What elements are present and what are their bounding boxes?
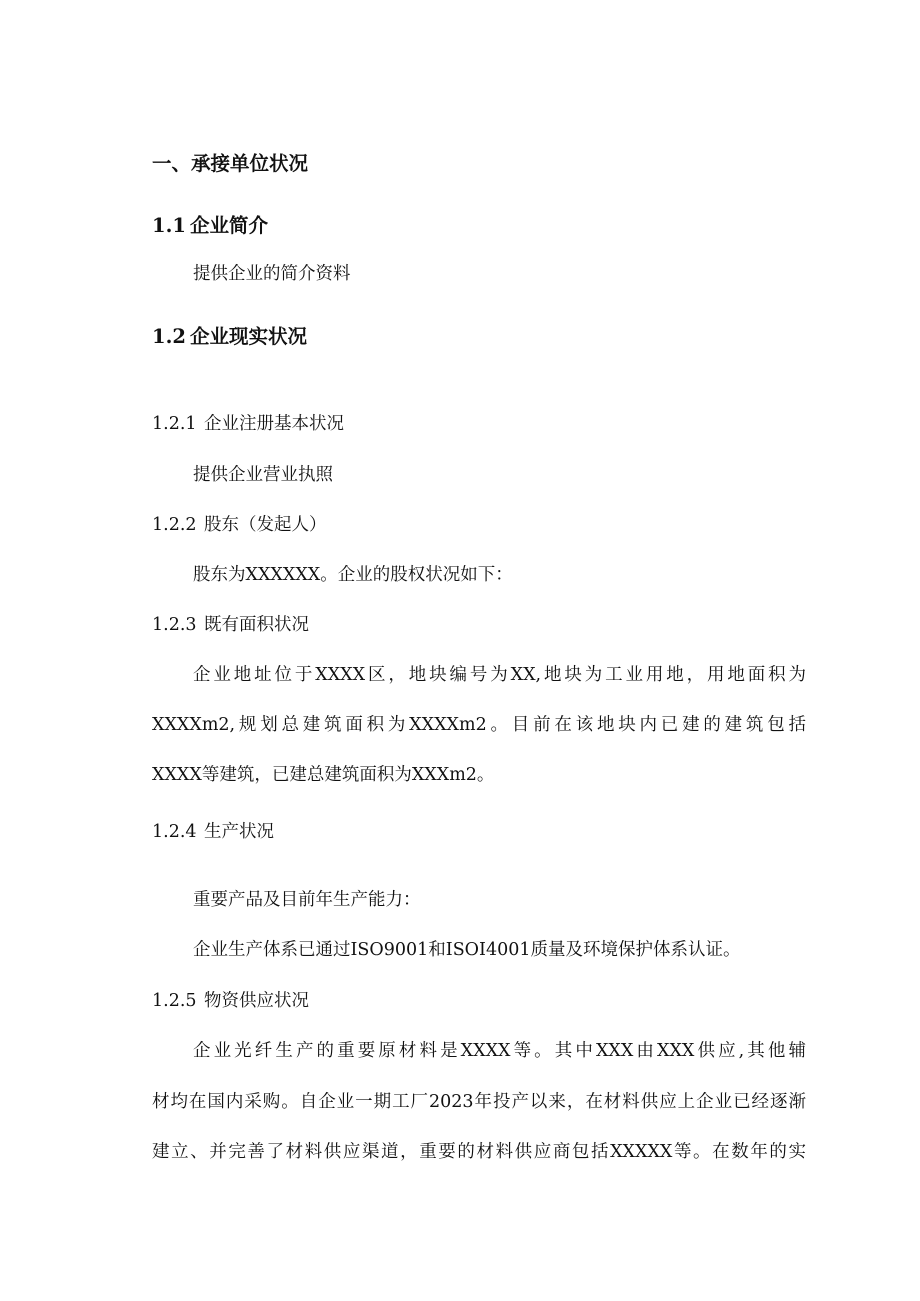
heading-text: 股东（发起人） [204,515,327,535]
paragraph-supply-line-2: 材均在国内采购。自企业一期工厂2023年投产以来，在材料供应上企业已经逐渐 [152,1092,806,1112]
paragraph-shareholders: 股东为XXXXXX。企业的股权状况如下： [193,565,513,585]
heading-text: 生产状况 [204,822,274,842]
heading-1-2-3 [152,611,309,636]
paragraph-certification: 企业生产体系已通过ISO9001和ISOI4001质量及环境保护体系认证。 [193,940,741,960]
heading-1-1 [152,210,268,238]
heading-text: 物资供应状况 [204,991,309,1011]
paragraph-area-line-1: 企业地址位于XXXX区，地块编号为XX,地块为工业用地，用地面积为 [193,665,806,685]
heading-number: 1.2.4 [152,822,197,842]
heading-number: 1.2.3 [152,615,197,635]
heading-1-2-2 [152,511,327,536]
heading-1-2 [152,321,307,349]
heading-1-2-4 [152,818,274,843]
heading-number: 1.1 [152,214,186,237]
heading-number: 1.2.5 [152,991,197,1011]
heading-text: 企业现实状况 [190,325,308,348]
heading-text: 企业简介 [190,214,269,237]
heading-1-2-5 [152,987,309,1012]
paragraph-supply-line-1: 企业光纤生产的重要原材料是XXXX等。其中XXX由XXX供应,其他辅 [193,1041,806,1061]
heading-number: 1.2 [152,325,186,348]
paragraph-supply-line-3: 建立、并完善了材料供应渠道，重要的材料供应商包括XXXXX等。在数年的实 [152,1142,806,1162]
section-title: 一、承接单位状况 [152,152,309,175]
heading-1-2-1 [152,410,344,435]
paragraph-area-line-2: XXXXm2,规划总建筑面积为XXXXm2。目前在该地块内已建的建筑包括 [152,715,806,735]
paragraph-business-license: 提供企业营业执照 [193,465,333,485]
heading-number: 1.2.1 [152,414,197,434]
paragraph-company-intro: 提供企业的简介资料 [193,264,351,284]
heading-text: 既有面积状况 [204,615,309,635]
heading-number: 1.2.2 [152,515,197,535]
paragraph-area-line-3: XXXX等建筑，已建总建筑面积为XXXm2。 [152,765,495,785]
heading-text: 企业注册基本状况 [204,414,344,434]
paragraph-products: 重要产品及目前年生产能力： [193,890,421,910]
